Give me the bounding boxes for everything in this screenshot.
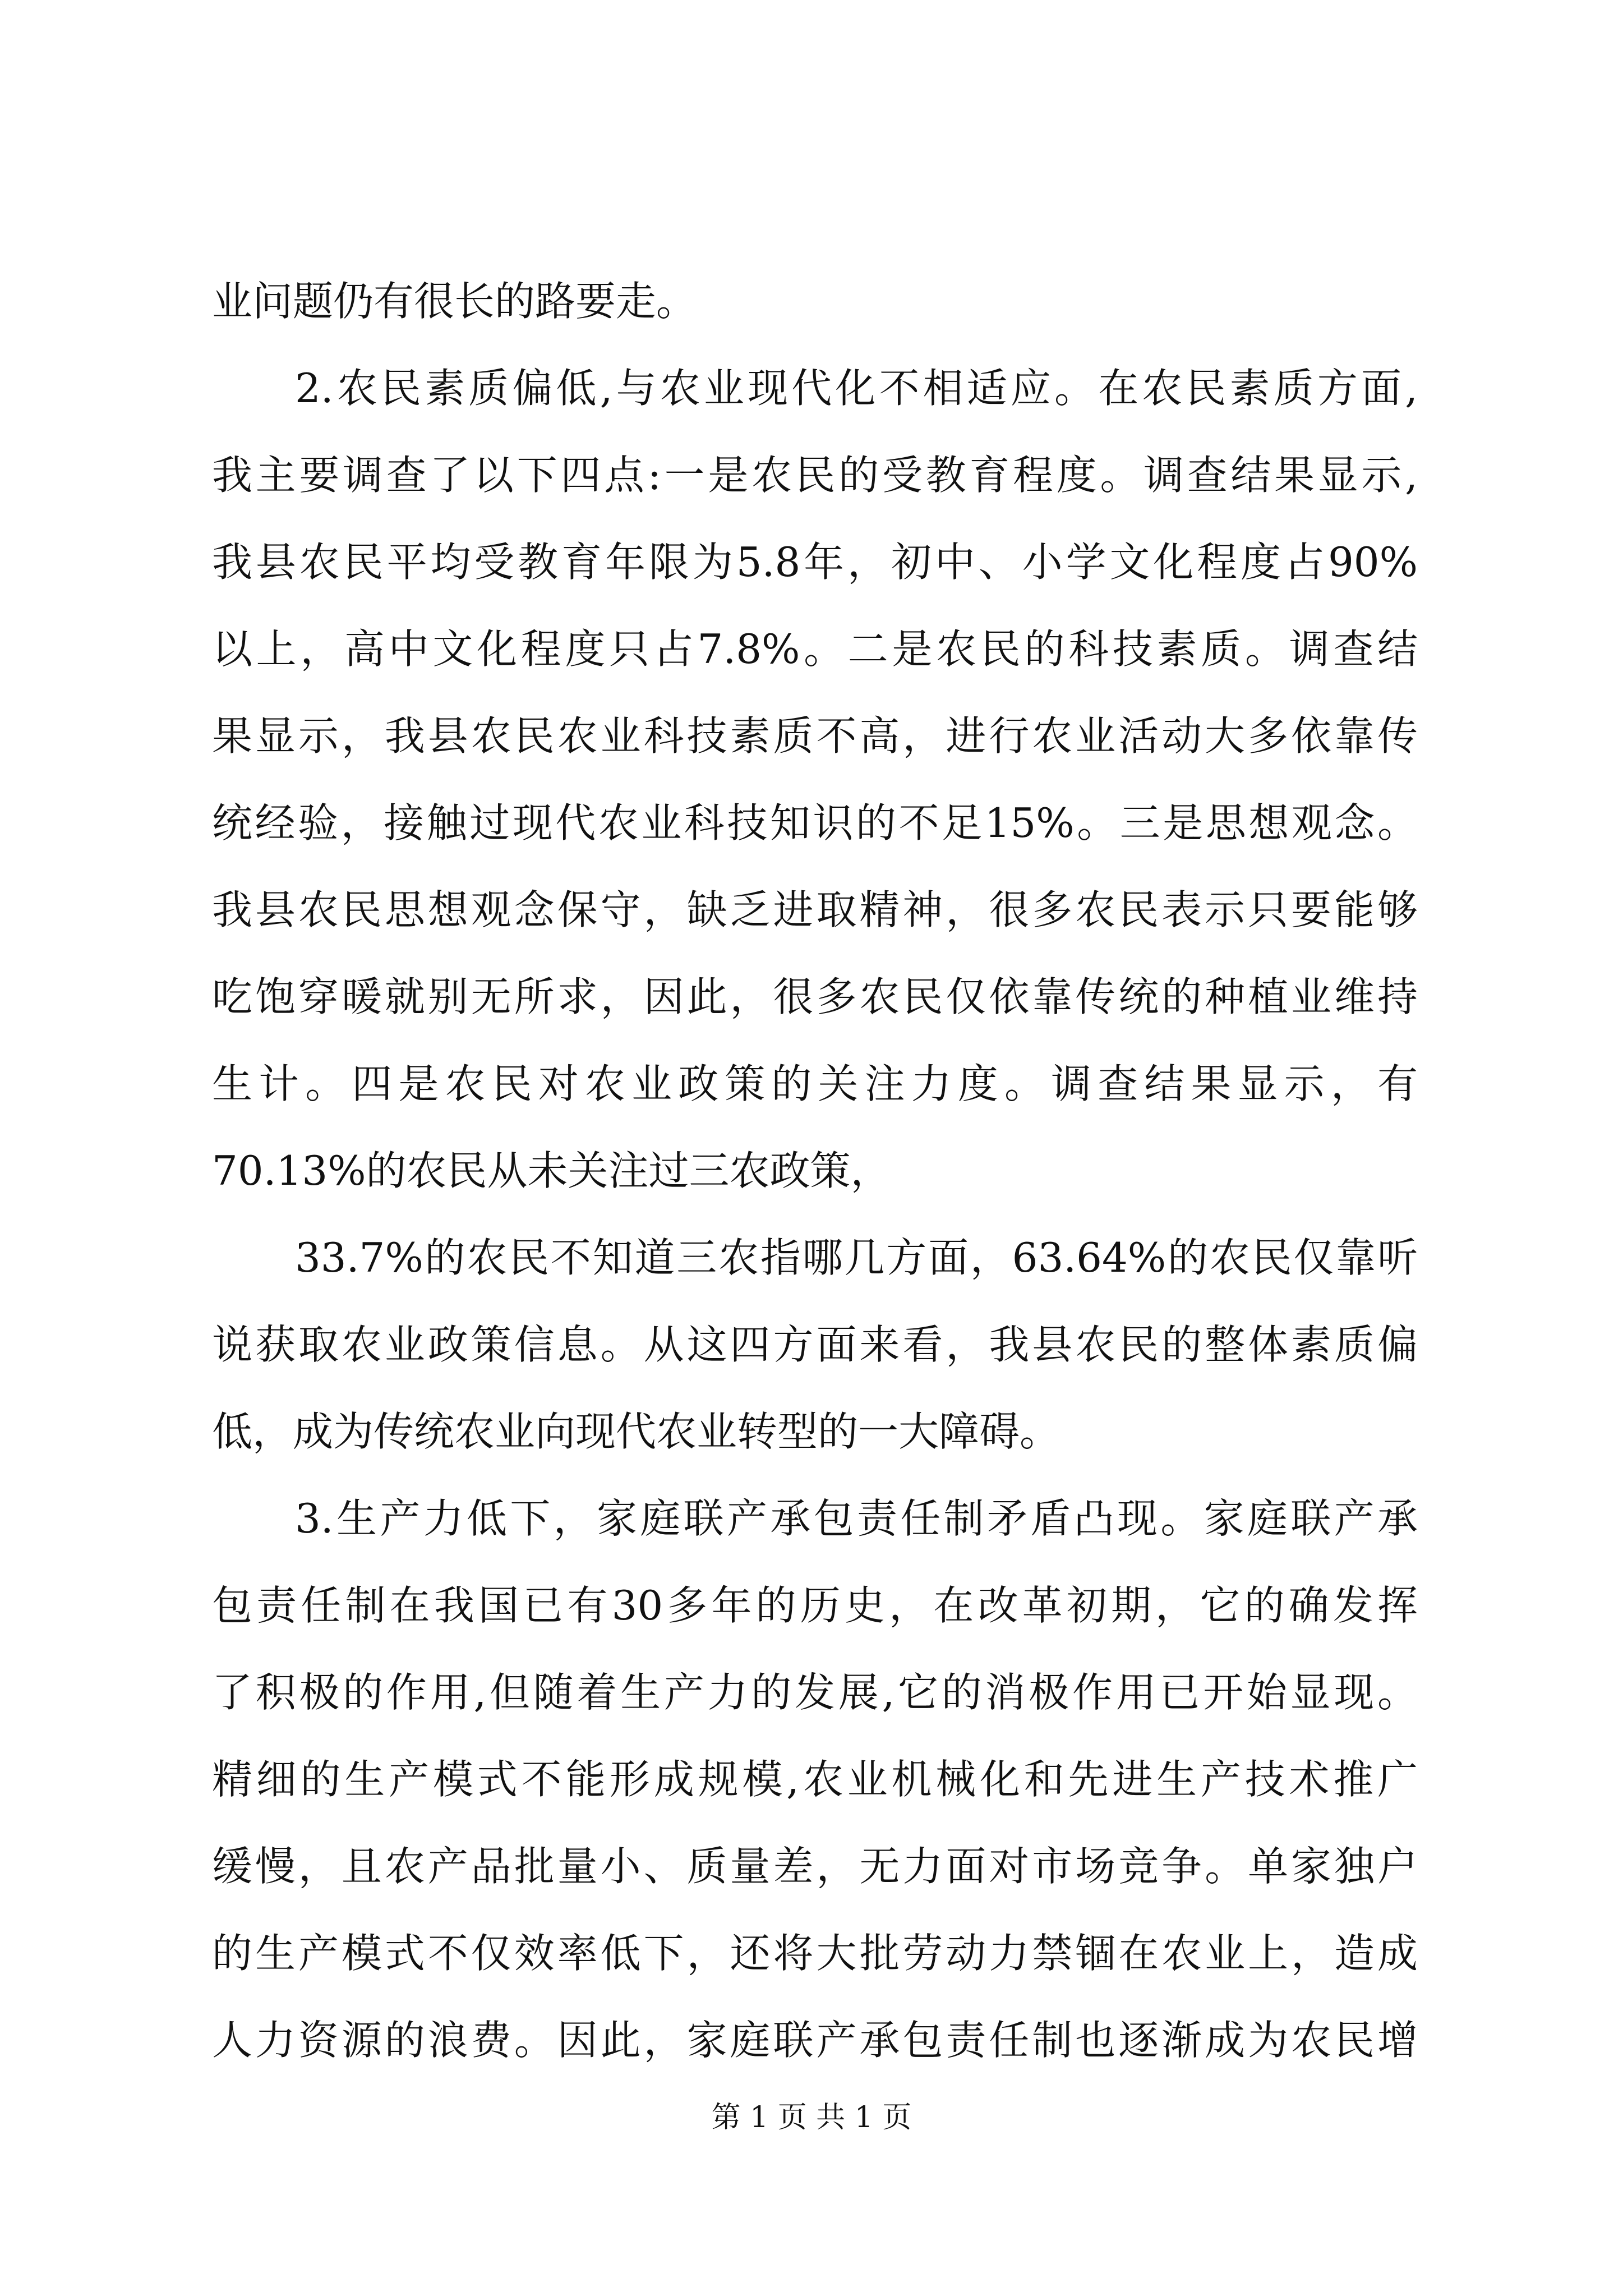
paragraph-line: 统经验，接触过现代农业科技知识的不足15%。三是思想观念。 <box>212 799 1418 846</box>
paragraph-line: 果显示，我县农民农业科技素质不高，进行农业活动大多依靠传 <box>212 712 1418 760</box>
paragraph-line: 缓慢，且农产品批量小、质量差，无力面对市场竞争。单家独户 <box>212 1843 1418 1890</box>
paragraph-line: 我主要调查了以下四点:一是农民的受教育程度。调查结果显示, <box>212 452 1418 499</box>
paragraph-line: 低，成为传统农业向现代农业转型的一大障碍。 <box>212 1408 1061 1455</box>
paragraph-line: 生计。四是农民对农业政策的关注力度。调查结果显示，有 <box>212 1060 1418 1107</box>
paragraph-line: 70.13%的农民从未关注过三农政策， <box>212 1147 891 1194</box>
paragraph-line: 3.生产力低下，家庭联产承包责任制矛盾凸现。家庭联产承 <box>295 1495 1418 1542</box>
paragraph-line: 人力资源的浪费。因此，家庭联产承包责任制也逐渐成为农民增 <box>212 2017 1418 2064</box>
paragraph-line: 我县农民思想观念保守，缺乏进取精神，很多农民表示只要能够 <box>212 886 1418 933</box>
paragraph-line: 吃饱穿暖就别无所求，因此，很多农民仅依靠传统的种植业维持 <box>212 973 1418 1020</box>
paragraph-line: 了积极的作用,但随着生产力的发展,它的消极作用已开始显现。 <box>212 1669 1418 1716</box>
paragraph-line: 说获取农业政策信息。从这四方面来看，我县农民的整体素质偏 <box>212 1321 1418 1368</box>
paragraph-line: 的生产模式不仅效率低下，还将大批劳动力禁锢在农业上，造成 <box>212 1930 1418 1977</box>
paragraph-line: 业问题仍有很长的路要走。 <box>212 278 697 325</box>
paragraph-line: 精细的生产模式不能形成规模,农业机械化和先进生产技术推广 <box>212 1756 1418 1803</box>
paragraph-line: 我县农民平均受教育年限为5.8年，初中、小学文化程度占90% <box>212 539 1418 586</box>
paragraph-line: 33.7%的农民不知道三农指哪几方面，63.64%的农民仅靠听 <box>295 1234 1418 1281</box>
page-number-footer: 第 1 页 共 1 页 <box>711 2101 912 2134</box>
paragraph-line: 2.农民素质偏低,与农业现代化不相适应。在农民素质方面, <box>295 365 1418 412</box>
document-body <box>212 258 1418 2084</box>
paragraph-line: 包责任制在我国已有30多年的历史，在改革初期，它的确发挥 <box>212 1582 1418 1629</box>
paragraph-line: 以上，高中文化程度只占7.8%。二是农民的科技素质。调查结 <box>212 625 1418 673</box>
